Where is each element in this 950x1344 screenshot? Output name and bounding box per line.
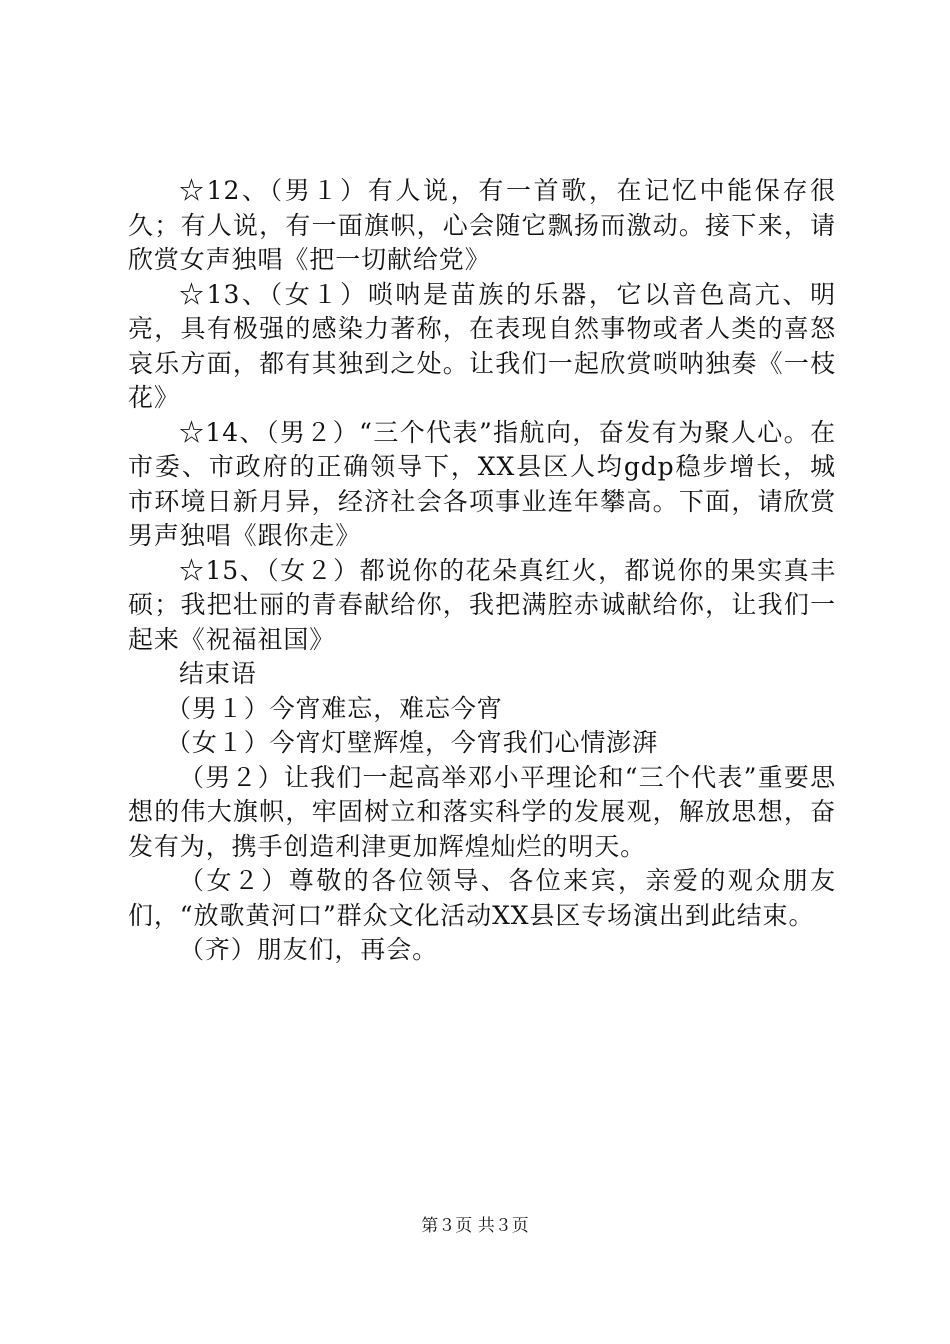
closing-line-all: （齐）朋友们，再会。 bbox=[179, 935, 439, 964]
paragraph-item-13: ☆13、（女１）唢呐是苗族的乐器，它以音色高亢、明亮，具有极强的感染力著称，在表现自然事物或者人类的喜怒哀乐方面，都有其独到之处。让我们一起欣赏唢呐独奏《一枝花》 bbox=[128, 279, 836, 412]
paragraph-item-15: ☆15、（女２）都说你的花朵真红火，都说你的果实真丰硕；我把壮丽的青春献给你，我把满腔赤诚献给你，让我们一起来《祝福祖国》 bbox=[128, 555, 836, 654]
closing-line-female-2: （女２）尊敬的各位领导、各位来宾，亲爱的观众朋友们，“放歌黄河口”群众文化活动XX县区专场演出到此结束。 bbox=[128, 866, 836, 930]
page-number-footer: 第３页 共３页 bbox=[421, 1216, 529, 1236]
paragraph-item-14: ☆14、（男２）“三个代表”指航向，奋发有为聚人心。在市委、市政府的正确领导下，XX县区人均gdp稳步增长，城市环境日新月异，经济社会各项事业连年攀高。下面，请欣赏男声独唱《跟你走》 bbox=[128, 417, 836, 550]
paragraph-item-12: ☆12、（男１）有人说，有一首歌，在记忆中能保存很久；有人说，有一面旗帜，心会随它飘扬而激动。接下来，请欣赏女声独唱《把一切献给党》 bbox=[128, 176, 836, 274]
closing-line-female-1: （女１）今宵灯壁辉煌，今宵我们心情澎湃 bbox=[166, 728, 659, 757]
closing-line-male-2: （男２）让我们一起高举邓小平理论和“三个代表”重要思想的伟大旗帜，牢固树立和落实科学的发展观，解放思想，奋发有为，携手创造利津更加辉煌灿烂的明天。 bbox=[128, 762, 836, 861]
closing-line-male-1: （男１）今宵难忘，难忘今宵 bbox=[166, 693, 503, 723]
document-body bbox=[128, 174, 836, 968]
closing-heading: 结束语 bbox=[179, 659, 257, 688]
